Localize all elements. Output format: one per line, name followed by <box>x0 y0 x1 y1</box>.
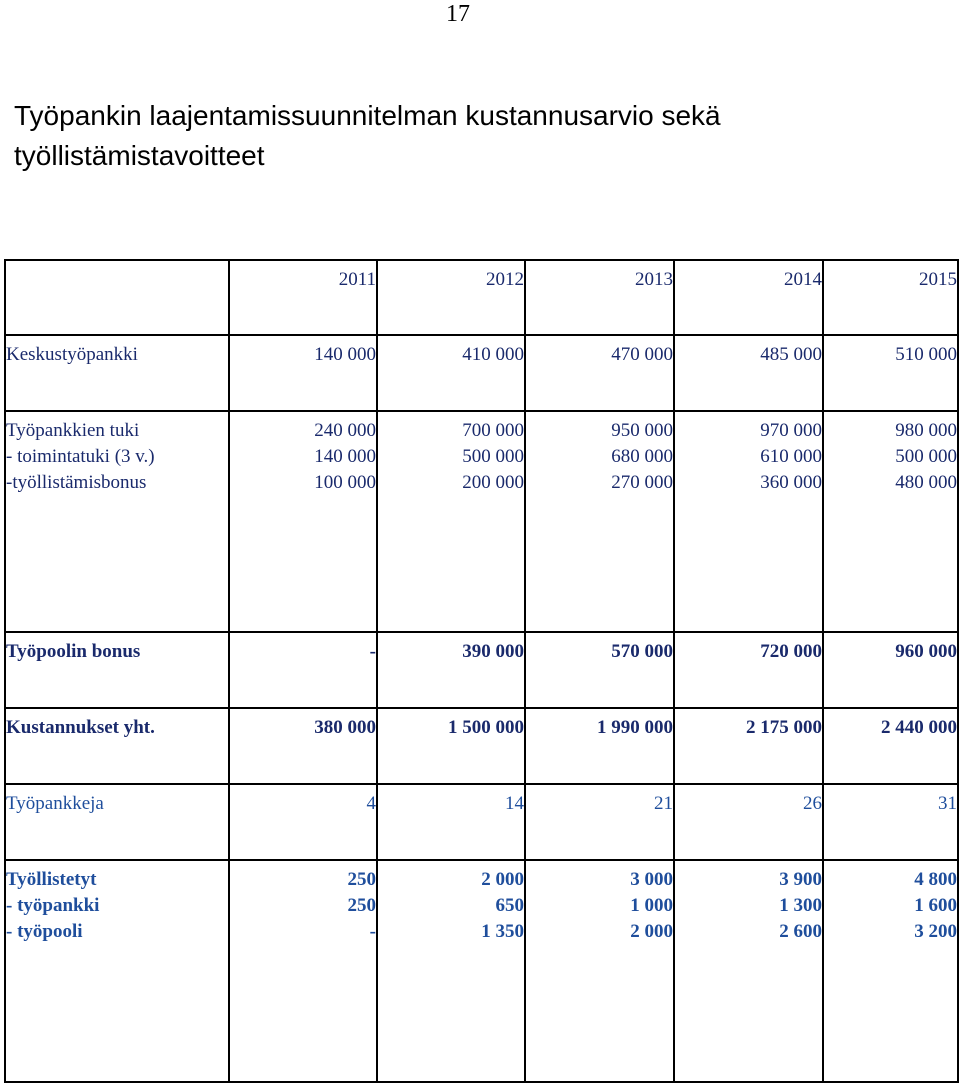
table-cell: 140 000 <box>229 335 377 411</box>
table-row <box>5 632 958 708</box>
table-cell: 390 000 <box>377 632 525 708</box>
table-cell: 570 000 <box>525 632 674 708</box>
table-cell: 980 000 500 000 480 000 <box>823 411 958 632</box>
table-row <box>5 784 958 860</box>
table-cell: 31 <box>823 784 958 860</box>
year-header: 2012 <box>377 260 525 335</box>
table-cell: 21 <box>525 784 674 860</box>
table-cell: 4 800 1 600 3 200 <box>823 860 958 1082</box>
table-cell: 720 000 <box>674 632 823 708</box>
table-cell: 950 000 680 000 270 000 <box>525 411 674 632</box>
table-cell: 470 000 <box>525 335 674 411</box>
table-cell: 240 000 140 000 100 000 <box>229 411 377 632</box>
document-title <box>14 96 914 176</box>
table-cell: 1 990 000 <box>525 708 674 784</box>
table-cell: 700 000 500 000 200 000 <box>377 411 525 632</box>
page-number: 17 <box>446 1 470 27</box>
row-label-keskustyopankki: Keskustyöpankki <box>5 335 229 411</box>
table-row <box>5 860 958 1082</box>
row-label-tyopoolin-bonus: Työpoolin bonus <box>5 632 229 708</box>
year-header: 2013 <box>525 260 674 335</box>
table-cell: 970 000 610 000 360 000 <box>674 411 823 632</box>
table-cell: 14 <box>377 784 525 860</box>
table-cell: 410 000 <box>377 335 525 411</box>
table-cell: 2 175 000 <box>674 708 823 784</box>
row-label-tyollistetyt: Työllistetyt - työpankki - työpooli <box>5 860 229 1082</box>
table-cell: 250 250 - <box>229 860 377 1082</box>
table-cell: 510 000 <box>823 335 958 411</box>
cost-table <box>4 259 959 1083</box>
header-empty-cell <box>5 260 229 335</box>
table-row <box>5 335 958 411</box>
row-label-kustannukset: Kustannukset yht. <box>5 708 229 784</box>
year-header: 2014 <box>674 260 823 335</box>
title-line-1: Työpankin laajentamissuunnitelman kustannusarvio sekä <box>14 100 721 131</box>
table-cell: 4 <box>229 784 377 860</box>
year-header: 2011 <box>229 260 377 335</box>
table-cell: 2 000 650 1 350 <box>377 860 525 1082</box>
table-row <box>5 260 958 335</box>
table-cell: 3 900 1 300 2 600 <box>674 860 823 1082</box>
table-cell: 485 000 <box>674 335 823 411</box>
table-cell: 2 440 000 <box>823 708 958 784</box>
table-row <box>5 708 958 784</box>
row-label-tyopankkien-tuki: Työpankkien tuki - toimintatuki (3 v.) -työllistämisbonus <box>5 411 229 632</box>
title-line-2: työllistämistavoitteet <box>14 140 265 171</box>
row-label-tyopankkeja: Työpankkeja <box>5 784 229 860</box>
table-cell: 3 000 1 000 2 000 <box>525 860 674 1082</box>
table-cell: 1 500 000 <box>377 708 525 784</box>
table-cell: - <box>229 632 377 708</box>
table-row <box>5 411 958 632</box>
year-header: 2015 <box>823 260 958 335</box>
table-cell: 26 <box>674 784 823 860</box>
table-cell: 960 000 <box>823 632 958 708</box>
table-cell: 380 000 <box>229 708 377 784</box>
